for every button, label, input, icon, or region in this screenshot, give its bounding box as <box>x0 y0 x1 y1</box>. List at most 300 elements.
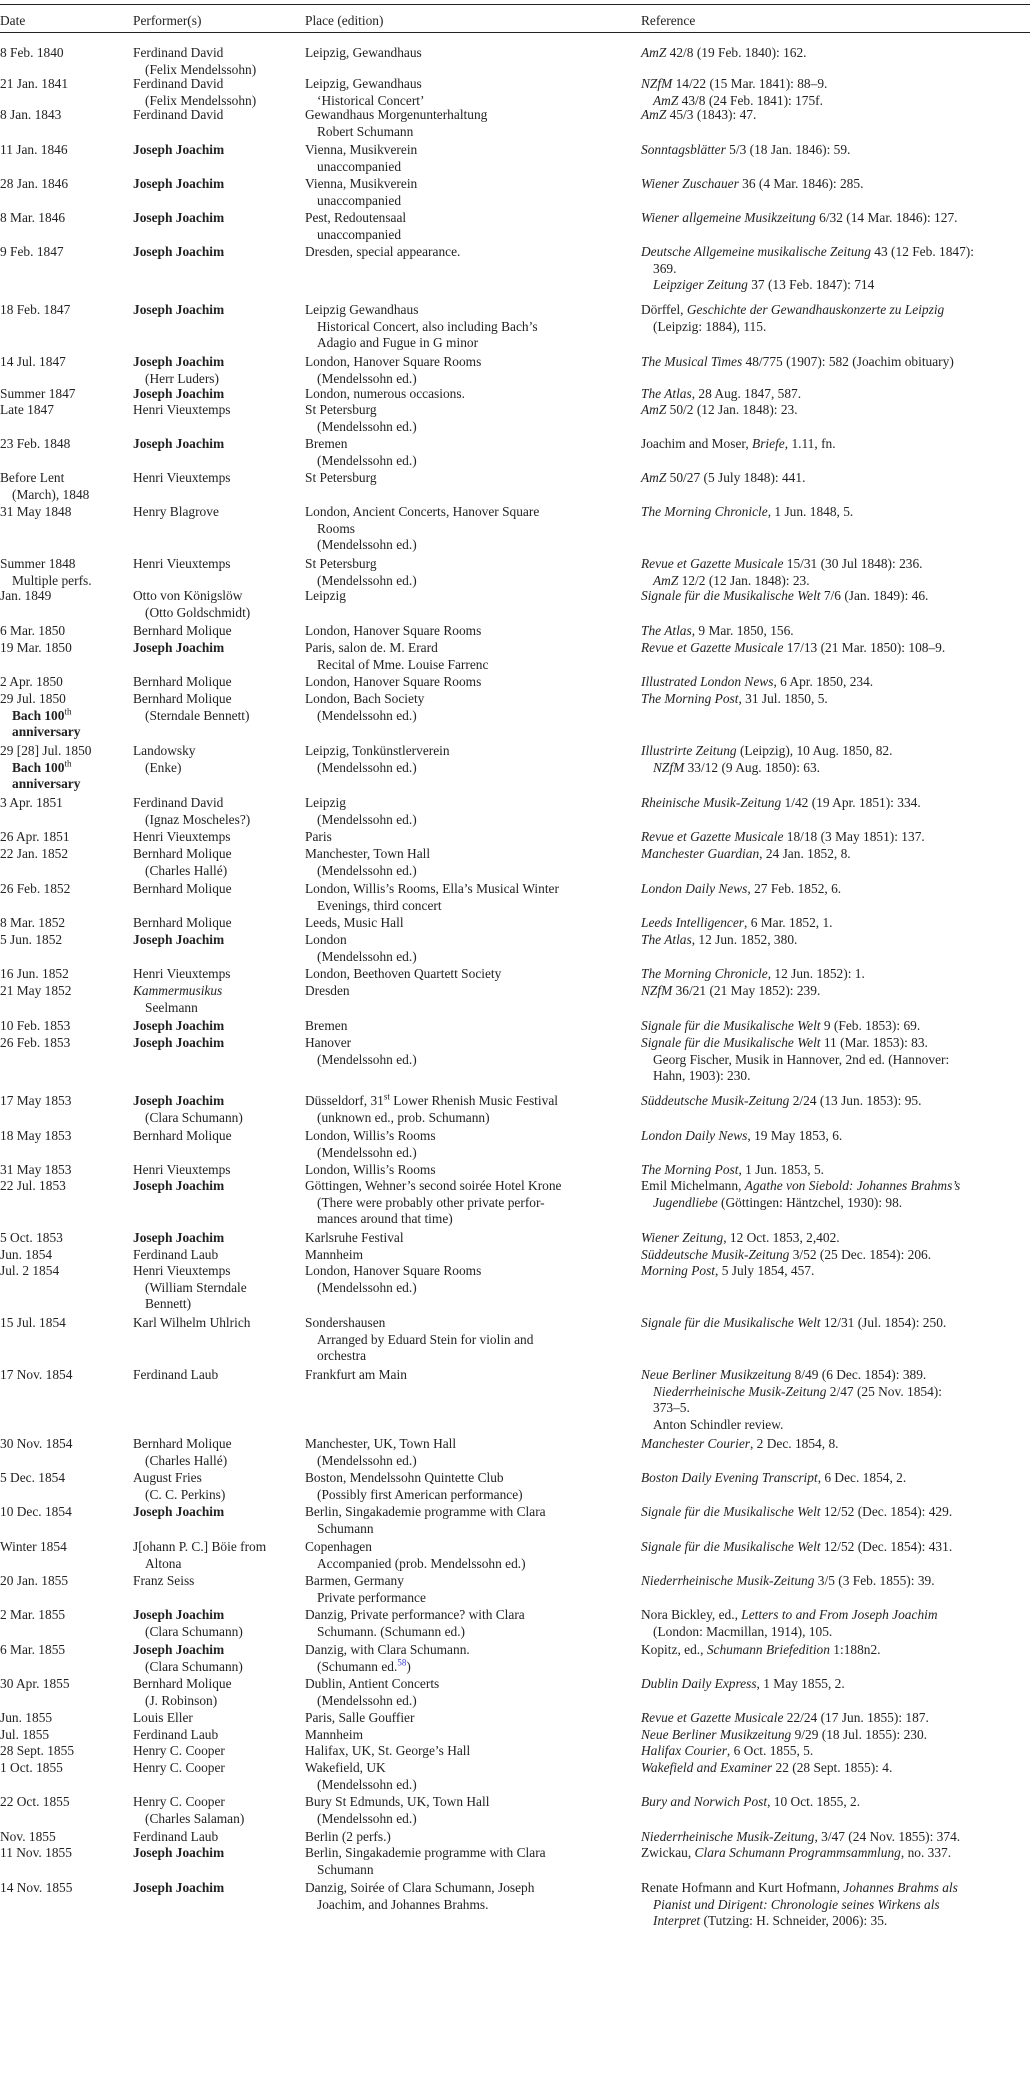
text-segment: Kopitz, ed., <box>641 1642 707 1657</box>
reference-cell-line <box>641 504 1028 521</box>
performer-cell <box>133 302 301 319</box>
place-cell <box>305 674 635 691</box>
reference-cell-line <box>641 623 1028 640</box>
text-segment: 43/8 (24 Feb. 1841): 175f. <box>678 92 823 108</box>
text-segment: (There were probably other private perfor- <box>317 1194 545 1210</box>
place-cell <box>305 76 635 109</box>
reference-cell-line <box>641 244 1028 261</box>
text-segment: 1/42 (19 Apr. 1851): 334. <box>781 795 921 810</box>
text-segment: The Morning Chronicle <box>641 966 768 981</box>
text-segment: Revue et Gazette Musicale <box>641 829 784 844</box>
text-segment: 14 Jul. 1847 <box>0 354 66 369</box>
text-segment: , 6 Dec. 1854, 2. <box>817 1470 907 1485</box>
text-segment: (William Sterndale <box>145 1279 247 1295</box>
text-segment: Agathe von Siebold: Johannes Brahms’s <box>744 1178 961 1193</box>
place-cell-line <box>305 319 635 336</box>
date-cell <box>0 1845 128 1862</box>
date-cell-line <box>0 1093 128 1110</box>
text-segment: Dublin Daily Express <box>641 1676 757 1691</box>
date-cell-line <box>0 588 128 605</box>
reference-cell <box>641 1845 1028 1862</box>
text-segment: Berlin, Singakademie programme with Clara <box>305 1845 546 1860</box>
text-segment: Geschichte der Gewandhauskonzerte zu Leipzig <box>686 302 945 317</box>
text-segment: 6 Mar. 1855 <box>0 1642 66 1657</box>
text-segment: 12/52 (Dec. 1854): 429. <box>820 1504 953 1519</box>
text-segment: (Mendelssohn ed.) <box>317 811 417 827</box>
performer-cell <box>133 402 301 419</box>
place-cell-line <box>305 1521 635 1538</box>
date-cell-line <box>0 932 128 949</box>
performer-cell-line <box>133 640 301 657</box>
performer-cell <box>133 1315 301 1332</box>
reference-cell <box>641 1727 1028 1744</box>
text-segment: 10 Dec. 1854 <box>0 1504 72 1519</box>
text-segment: , 2 Dec. 1854, 8. <box>749 1436 839 1451</box>
reference-cell <box>641 674 1028 691</box>
text-segment: 17 Nov. 1854 <box>0 1367 73 1382</box>
text-segment: Jugendliebe <box>653 1194 718 1210</box>
reference-cell <box>641 588 1028 605</box>
text-segment: Neue Berliner Musikzeitung <box>641 1367 792 1382</box>
date-cell-line <box>0 436 128 453</box>
reference-cell <box>641 1367 1028 1433</box>
reference-cell <box>641 45 1028 62</box>
text-segment: Illustrirte Zeitung <box>641 743 737 758</box>
reference-cell-line <box>641 1845 1028 1862</box>
place-cell-line <box>305 1487 635 1504</box>
text-segment: Joseph Joachim <box>133 386 225 401</box>
place-cell-line <box>305 1195 635 1212</box>
reference-cell-line <box>641 1093 1028 1110</box>
performer-cell-line <box>133 674 301 691</box>
reference-cell-line <box>641 1794 1028 1811</box>
date-cell <box>0 1436 128 1453</box>
performer-cell <box>133 795 301 828</box>
place-cell-line <box>305 159 635 176</box>
reference-cell-line <box>641 1230 1028 1247</box>
text-segment: Mannheim <box>305 1727 364 1742</box>
text-segment: 23 Feb. 1848 <box>0 436 71 451</box>
reference-cell-line <box>641 142 1028 159</box>
date-cell <box>0 1018 128 1035</box>
text-segment: , 1 May 1855, 2. <box>756 1676 845 1691</box>
reference-cell-line <box>641 1760 1028 1777</box>
text-segment: , 5 July 1854, 457. <box>715 1263 815 1278</box>
text-segment: Joseph Joachim <box>133 1845 225 1860</box>
text-segment: (Herr Luders) <box>145 370 219 386</box>
place-cell-line <box>305 419 635 436</box>
text-segment: Louis Eller <box>133 1710 193 1725</box>
place-cell-line <box>305 829 635 846</box>
reference-cell <box>641 1093 1028 1110</box>
text-segment: unaccompanied <box>317 158 402 174</box>
reference-cell-line <box>641 640 1028 657</box>
text-segment: 33/12 (9 Aug. 1850): 63. <box>684 759 821 775</box>
reference-cell <box>641 402 1028 419</box>
reference-cell-line <box>641 1504 1028 1521</box>
text-segment: 45/3 (1843): 47. <box>666 107 757 122</box>
text-segment: 14/22 (15 Mar. 1841): 88–9. <box>672 76 828 91</box>
place-cell-line <box>305 1539 635 1556</box>
place-cell-line <box>305 881 635 898</box>
reference-cell <box>641 881 1028 898</box>
performer-cell <box>133 1642 301 1675</box>
date-cell <box>0 1162 128 1179</box>
text-segment: London, Willis’s Rooms, Ella’s Musical Winter <box>305 881 559 896</box>
reference-cell <box>641 829 1028 846</box>
text-segment: 43 (12 Feb. 1847): <box>870 244 974 259</box>
place-cell-line <box>305 193 635 210</box>
date-cell-line <box>0 107 128 124</box>
place-cell <box>305 142 635 175</box>
performer-cell <box>133 436 301 453</box>
reference-cell <box>641 1573 1028 1590</box>
text-segment: 15/31 (30 Jul 1848): 236. <box>783 556 923 571</box>
text-segment: Accompanied (prob. Mendelssohn ed.) <box>317 1555 526 1571</box>
performer-cell-line <box>133 1018 301 1035</box>
performer-cell-line <box>133 1693 301 1710</box>
date-cell-line <box>0 1018 128 1035</box>
reference-cell <box>641 1263 1028 1280</box>
text-segment: J[ohann P. C.] Böie from <box>133 1539 267 1554</box>
place-cell-line <box>305 1162 635 1179</box>
text-segment: The Atlas <box>641 623 692 638</box>
text-segment: 12/52 (Dec. 1854): 431. <box>820 1539 953 1554</box>
text-segment: Letters to and From Joseph Joachim <box>741 1607 938 1622</box>
text-segment: Joseph Joachim <box>133 210 225 225</box>
text-segment: Illustrated London News <box>641 674 774 689</box>
text-segment: Bernhard Molique <box>133 674 232 689</box>
place-cell-line <box>305 124 635 141</box>
reference-cell-line <box>641 1897 1028 1914</box>
text-segment: , 1.11, fn. <box>784 436 836 451</box>
reference-cell <box>641 470 1028 487</box>
performer-cell-line <box>133 1760 301 1777</box>
place-cell <box>305 402 635 435</box>
performer-cell-line <box>133 1263 301 1280</box>
performer-cell <box>133 45 301 78</box>
place-cell-line <box>305 573 635 590</box>
place-cell-line <box>305 1710 635 1727</box>
reference-cell-line <box>641 1642 1028 1659</box>
date-cell <box>0 932 128 949</box>
text-segment: Jul. 1855 <box>0 1727 50 1742</box>
text-segment: Joseph Joachim <box>133 354 225 369</box>
text-segment: 9/29 (18 Jul. 1855): 230. <box>791 1727 928 1742</box>
reference-cell-line <box>641 881 1028 898</box>
place-cell <box>305 45 635 62</box>
performer-cell <box>133 1230 301 1247</box>
place-cell <box>305 623 635 640</box>
text-segment: London <box>305 932 347 947</box>
text-segment: London, Beethoven Quartett Society <box>305 966 502 981</box>
text-segment: Dresden, special appearance. <box>305 244 461 259</box>
text-segment: 22 Jul. 1853 <box>0 1178 66 1193</box>
performer-cell <box>133 1504 301 1521</box>
text-segment: Joseph Joachim <box>133 1642 225 1657</box>
text-segment: Seelmann <box>145 999 198 1015</box>
place-cell <box>305 1178 635 1228</box>
performer-cell-line <box>133 402 301 419</box>
text-segment: (unknown ed., prob. Schumann) <box>317 1109 490 1125</box>
date-cell-line <box>0 760 128 777</box>
reference-cell-line <box>641 1367 1028 1384</box>
performer-cell-line <box>133 1470 301 1487</box>
text-segment: (Mendelssohn ed.) <box>317 1051 417 1067</box>
text-segment: St Petersburg <box>305 402 377 417</box>
place-cell-line <box>305 640 635 657</box>
text-segment: Henry Blagrove <box>133 504 219 519</box>
date-cell-line <box>0 674 128 691</box>
reference-cell <box>641 623 1028 640</box>
text-segment: Georg Fischer, Musik in Hannover, 2nd ed. (Hannover: <box>653 1051 950 1067</box>
place-cell-line <box>305 354 635 371</box>
place-cell-line <box>305 45 635 62</box>
text-segment: 373–5. <box>653 1400 690 1416</box>
reference-cell <box>641 691 1028 708</box>
place-cell-line <box>305 1642 635 1659</box>
text-segment: Bach 100 <box>12 707 65 723</box>
text-segment: Pest, Redoutensaal <box>305 210 407 225</box>
text-segment: Bremen <box>305 436 348 451</box>
place-cell-line <box>305 1794 635 1811</box>
place-cell <box>305 1230 635 1247</box>
text-segment: Summer 1847 <box>0 386 76 401</box>
text-segment: (Mendelssohn ed.) <box>317 862 417 878</box>
text-segment: Arranged by Eduard Stein for violin and <box>317 1331 534 1347</box>
text-segment: 7/6 (Jan. 1849): 46. <box>820 588 929 603</box>
text-segment: Henri Vieuxtemps <box>133 402 231 417</box>
reference-cell <box>641 107 1028 124</box>
text-segment: Joseph Joachim <box>133 176 225 191</box>
text-segment: London, Willis’s Rooms <box>305 1162 436 1177</box>
place-cell-line <box>305 244 635 261</box>
reference-cell <box>641 1436 1028 1453</box>
text-segment: The Morning Post <box>641 1162 739 1177</box>
reference-cell <box>641 210 1028 227</box>
date-cell-line <box>0 1539 128 1556</box>
reference-cell-line <box>641 1195 1028 1212</box>
text-segment: 19 Mar. 1850 <box>0 640 72 655</box>
place-cell <box>305 1263 635 1296</box>
text-segment: NZfM <box>653 759 685 775</box>
date-cell-line <box>0 1573 128 1590</box>
text-segment: (Mendelssohn ed.) <box>317 370 417 386</box>
reference-cell <box>641 1829 1028 1846</box>
text-segment: Schumann <box>317 1861 374 1877</box>
text-segment: 29 [28] Jul. 1850 <box>0 743 92 758</box>
text-segment: Private performance <box>317 1589 426 1605</box>
text-segment: , 28 Aug. 1847, 587. <box>691 386 802 401</box>
date-cell <box>0 1230 128 1247</box>
text-segment: 14 Nov. 1855 <box>0 1880 73 1895</box>
date-cell <box>0 1470 128 1487</box>
place-cell-line <box>305 812 635 829</box>
text-segment: London Daily News <box>641 1128 748 1143</box>
performer-cell-line <box>133 623 301 640</box>
place-cell-line <box>305 674 635 691</box>
text-segment: Joseph Joachim <box>133 640 225 655</box>
footnote-link[interactable]: 58 <box>397 1657 407 1668</box>
performer-cell-line <box>133 45 301 62</box>
performer-cell-line <box>133 966 301 983</box>
performer-cell <box>133 1760 301 1777</box>
performer-cell-line <box>133 436 301 453</box>
place-cell <box>305 1367 635 1384</box>
header-place: Place (edition) <box>305 13 384 28</box>
date-cell <box>0 1607 128 1624</box>
text-segment: Niederrheinische Musik-Zeitung <box>641 1829 815 1844</box>
text-segment: Leipziger Zeitung <box>653 277 748 293</box>
date-cell <box>0 1642 128 1659</box>
text-segment: Signale für die Musikalische Welt <box>641 1018 821 1033</box>
text-segment: Lower Rhenish Music Festival <box>389 1093 558 1108</box>
reference-cell <box>641 1315 1028 1332</box>
performer-cell <box>133 1018 301 1035</box>
date-cell <box>0 1743 128 1760</box>
reference-cell-line <box>641 1128 1028 1145</box>
text-segment: Joachim and Moser, <box>641 436 753 451</box>
text-segment: Joseph Joachim <box>133 1018 225 1033</box>
performer-cell-line <box>133 983 301 1000</box>
place-cell-line <box>305 302 635 319</box>
text-segment: Signale für die Musikalische Welt <box>641 1315 821 1330</box>
place-cell <box>305 588 635 605</box>
performer-cell <box>133 1436 301 1469</box>
text-segment: (Mendelssohn ed.) <box>317 418 417 434</box>
reference-cell <box>641 846 1028 863</box>
reference-cell <box>641 640 1028 657</box>
reference-cell-line <box>641 983 1028 1000</box>
date-cell <box>0 504 128 521</box>
date-cell <box>0 1676 128 1693</box>
text-segment: Ferdinand Laub <box>133 1727 219 1742</box>
reference-cell-line <box>641 470 1028 487</box>
text-segment: Jun. 1854 <box>0 1247 53 1262</box>
performer-cell <box>133 470 301 487</box>
text-segment: 18 May 1853 <box>0 1128 72 1143</box>
text-segment: Leipzig <box>305 795 346 810</box>
performer-cell <box>133 1607 301 1640</box>
text-segment: Revue et Gazette Musicale <box>641 640 784 655</box>
reference-cell <box>641 556 1028 589</box>
place-cell-line <box>305 1453 635 1470</box>
reference-cell-line <box>641 1710 1028 1727</box>
text-segment: Robert Schumann <box>317 123 414 139</box>
text-segment: Jul. 2 1854 <box>0 1263 60 1278</box>
text-segment: Joseph Joachim <box>133 1178 225 1193</box>
text-segment: 6 Mar. 1850 <box>0 623 66 638</box>
place-cell <box>305 1315 635 1365</box>
date-cell <box>0 470 128 503</box>
text-segment: AmZ <box>641 107 667 122</box>
reference-cell-line <box>641 674 1028 691</box>
text-segment: Ferdinand Laub <box>133 1829 219 1844</box>
reference-cell-line <box>641 1263 1028 1280</box>
reference-cell-line <box>641 210 1028 227</box>
text-segment: Halifax Courier <box>641 1743 727 1758</box>
place-cell-line <box>305 1315 635 1332</box>
date-cell-line <box>0 244 128 261</box>
performer-cell-line <box>133 1110 301 1127</box>
date-cell-line <box>0 1247 128 1264</box>
text-segment: Vienna, Musikverein <box>305 176 418 191</box>
text-segment: Renate Hofmann and Kurt Hofmann, <box>641 1880 844 1895</box>
place-cell <box>305 932 635 965</box>
text-segment: 42/8 (19 Feb. 1840): 162. <box>666 45 807 60</box>
text-segment: Bremen <box>305 1018 348 1033</box>
text-segment: (Mendelssohn ed.) <box>317 948 417 964</box>
reference-cell <box>641 983 1028 1000</box>
place-cell-line <box>305 386 635 403</box>
place-cell-line <box>305 1367 635 1384</box>
performer-cell-line <box>133 1811 301 1828</box>
reference-cell-line <box>641 588 1028 605</box>
performer-cell-line <box>133 1230 301 1247</box>
performer-cell-line <box>133 760 301 777</box>
place-cell <box>305 846 635 879</box>
text-segment: Ferdinand David <box>133 45 224 60</box>
performer-cell-line <box>133 1296 301 1313</box>
text-segment: 18 Feb. 1847 <box>0 302 71 317</box>
date-cell <box>0 76 128 93</box>
date-cell <box>0 1178 128 1195</box>
text-segment: Signale für die Musikalische Welt <box>641 1035 821 1050</box>
text-segment: 17/13 (21 Mar. 1850): 108–9. <box>783 640 946 655</box>
performer-cell <box>133 1845 301 1862</box>
reference-cell <box>641 1880 1028 1930</box>
reference-cell <box>641 1178 1028 1211</box>
text-segment: Karl Wilhelm Uhlrich <box>133 1315 251 1330</box>
reference-cell <box>641 1035 1028 1085</box>
text-segment: (Mendelssohn ed.) <box>317 572 417 588</box>
performer-cell-line <box>133 1556 301 1573</box>
reference-cell-line <box>641 354 1028 371</box>
superscript: th <box>64 706 72 717</box>
date-cell-line <box>0 1162 128 1179</box>
text-segment: Sondershausen <box>305 1315 386 1330</box>
performer-cell <box>133 386 301 403</box>
text-segment: (Mendelssohn ed.) <box>317 1452 417 1468</box>
place-cell-line <box>305 743 635 760</box>
text-segment: Ferdinand Laub <box>133 1247 219 1262</box>
text-segment: Nov. 1855 <box>0 1829 56 1844</box>
date-cell-line <box>0 1315 128 1332</box>
date-cell-line <box>0 45 128 62</box>
place-cell <box>305 176 635 209</box>
place-cell-line <box>305 1845 635 1862</box>
place-cell <box>305 244 635 261</box>
place-cell-line <box>305 863 635 880</box>
reference-cell <box>641 302 1028 335</box>
date-cell-line <box>0 142 128 159</box>
text-segment: 1:188n2. <box>829 1642 881 1657</box>
text-segment: (Mendelssohn ed.) <box>317 1810 417 1826</box>
text-segment: Winter 1854 <box>0 1539 67 1554</box>
text-segment: Nora Bickley, ed., <box>641 1607 742 1622</box>
text-segment: Ferdinand Laub <box>133 1367 219 1382</box>
text-segment: 28 Jan. 1846 <box>0 176 69 191</box>
text-segment: Joseph Joachim <box>133 1035 225 1050</box>
reference-cell-line <box>641 107 1028 124</box>
reference-cell-line <box>641 1035 1028 1052</box>
text-segment: Henry C. Cooper <box>133 1760 225 1775</box>
text-segment: orchestra <box>317 1348 367 1364</box>
text-segment: 8 Mar. 1846 <box>0 210 66 225</box>
text-segment: 5 Jun. 1852 <box>0 932 63 947</box>
text-segment: (Possibly first American performance) <box>317 1486 523 1502</box>
date-cell <box>0 1760 128 1777</box>
